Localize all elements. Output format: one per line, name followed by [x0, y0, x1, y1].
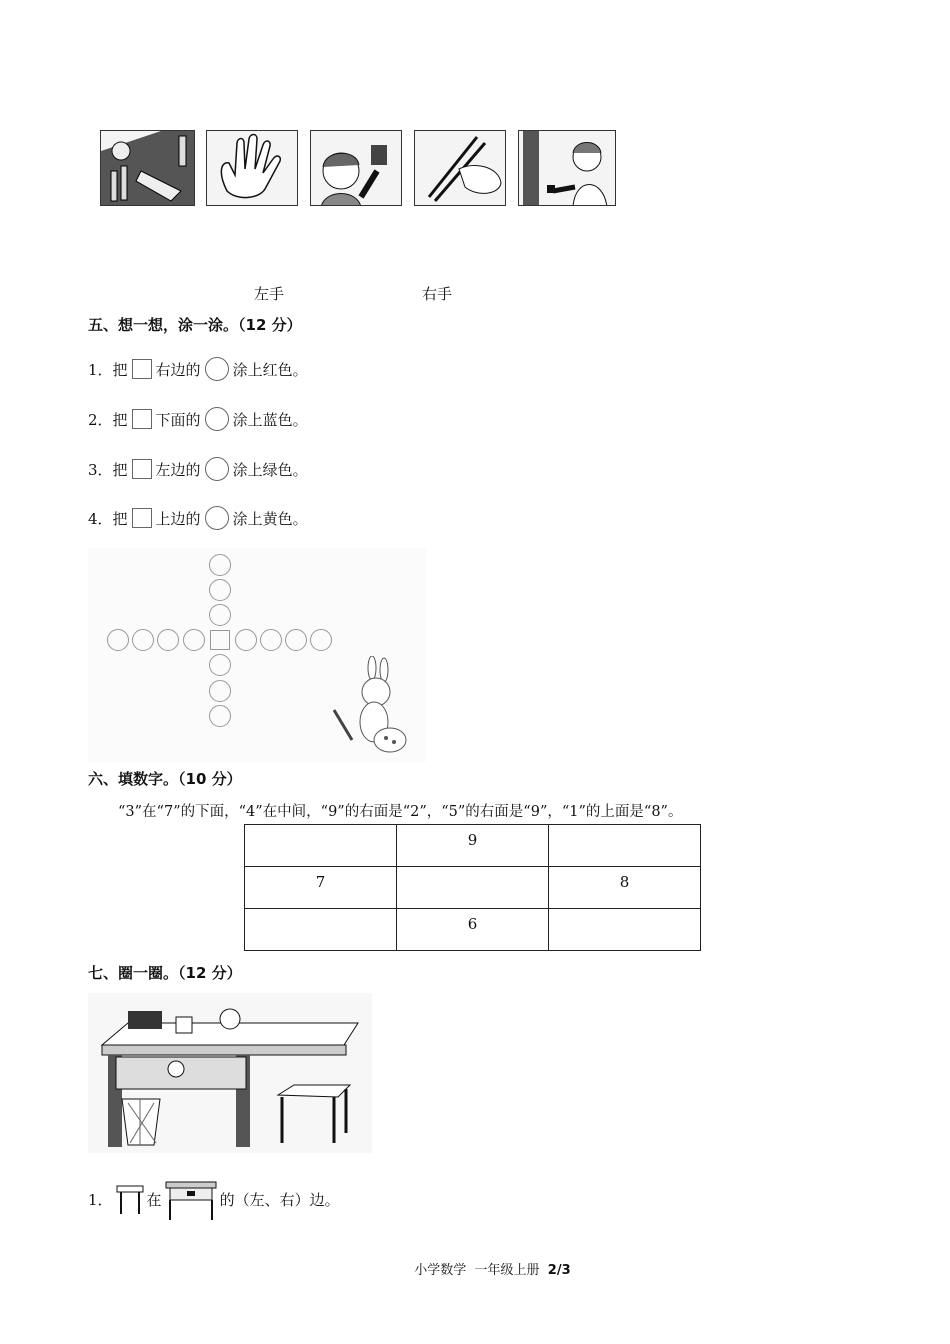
square-icon	[132, 409, 152, 429]
item-number: 4．把	[88, 509, 128, 528]
grid-cell[interactable]	[245, 909, 397, 951]
section-6-instruction: “3”在“7”的下面，“4”在中间，“9”的右面是“2”，“5”的右面是“9”，“1”的上面是“8”。	[118, 804, 683, 820]
item-instruction: 涂上蓝色。	[232, 410, 308, 429]
section-5-item-1	[88, 357, 308, 381]
desk-scene-illustration	[88, 993, 372, 1153]
door-icon	[519, 131, 616, 206]
grid-row	[245, 909, 701, 951]
footer-text: 小学数学 一年级上册	[414, 1263, 548, 1278]
center-square	[210, 630, 230, 650]
stool-icon	[278, 1085, 350, 1097]
item-instruction: 涂上红色。	[232, 360, 308, 379]
section-5-item-4	[88, 506, 308, 530]
circle-shape	[209, 554, 231, 576]
grid-cell[interactable]	[397, 867, 549, 909]
square-icon	[132, 359, 152, 379]
grid-cell[interactable]	[245, 825, 397, 867]
grid-cell[interactable]: 6	[397, 909, 549, 951]
circle-shape	[183, 629, 205, 651]
circle-shape	[285, 629, 307, 651]
circle-shape	[209, 579, 231, 601]
circle-shape	[209, 604, 231, 626]
circle-icon	[205, 357, 229, 381]
item-number: 2．把	[88, 410, 128, 429]
hand-icon	[207, 131, 298, 206]
circle-shape	[209, 654, 231, 676]
pencil-icon	[101, 131, 195, 206]
chopsticks-icon	[415, 131, 506, 206]
circle-shape	[209, 705, 231, 727]
grid-row	[245, 867, 701, 909]
circle-shape	[157, 629, 179, 651]
square-icon	[132, 459, 152, 479]
item-direction: 右边的	[155, 360, 201, 379]
item-direction: 左边的	[155, 460, 201, 479]
circle-shape	[310, 629, 332, 651]
picture-chopsticks	[414, 130, 506, 206]
grid-cell[interactable]: 8	[549, 867, 701, 909]
item-number: 1．把	[88, 360, 128, 379]
cup-icon	[176, 1017, 192, 1033]
section-6-heading: 六、填数字。（10 分）	[88, 770, 242, 788]
label-left-hand: 左手	[254, 285, 285, 303]
square-icon	[132, 508, 152, 528]
circle-shape	[260, 629, 282, 651]
circle-shape	[209, 680, 231, 702]
picture-hand	[206, 130, 298, 206]
stool-icon	[115, 1182, 145, 1216]
desk-scene-picture	[88, 993, 372, 1153]
circle-shape	[235, 629, 257, 651]
section-5-heading: 五、想一想，涂一涂。（12 分）	[88, 316, 302, 334]
question-text: 的（左、右）边。	[219, 1190, 340, 1209]
grid-row	[245, 825, 701, 867]
section-7-heading: 七、圈一圈。（12 分）	[88, 964, 242, 982]
picture-drawing-tools	[100, 130, 195, 206]
rabbit-painter-icon	[328, 656, 418, 760]
alarm-clock-icon	[220, 1009, 240, 1029]
item-number: 3．把	[88, 460, 128, 479]
grid-cell[interactable]: 7	[245, 867, 397, 909]
grid-cell[interactable]	[549, 825, 701, 867]
number-grid	[244, 824, 701, 951]
circle-icon	[205, 457, 229, 481]
circle-shape	[107, 629, 129, 651]
books-icon	[128, 1011, 162, 1029]
circle-cross-figure	[88, 548, 426, 762]
boy-icon	[311, 131, 402, 206]
circle-shape	[132, 629, 154, 651]
picture-boy-writing	[310, 130, 402, 206]
question-connector: 在	[146, 1190, 162, 1209]
question-number: 1．	[88, 1190, 113, 1209]
page-number: 2/3	[547, 1263, 571, 1278]
item-direction: 下面的	[155, 410, 201, 429]
circle-icon	[205, 506, 229, 530]
item-instruction: 涂上绿色。	[232, 460, 308, 479]
drawer-knob-icon	[168, 1061, 184, 1077]
label-right-hand: 右手	[422, 285, 453, 303]
picture-boy-door	[518, 130, 616, 206]
page-footer	[406, 1244, 571, 1278]
desk-icon	[164, 1176, 218, 1222]
circle-icon	[205, 407, 229, 431]
section-7-question-1	[88, 1176, 340, 1222]
grid-cell[interactable]: 9	[397, 825, 549, 867]
section-5-item-3	[88, 457, 308, 481]
grid-cell[interactable]	[549, 909, 701, 951]
item-instruction: 涂上黄色。	[232, 509, 308, 528]
section-5-item-2	[88, 407, 308, 431]
item-direction: 上边的	[155, 509, 201, 528]
